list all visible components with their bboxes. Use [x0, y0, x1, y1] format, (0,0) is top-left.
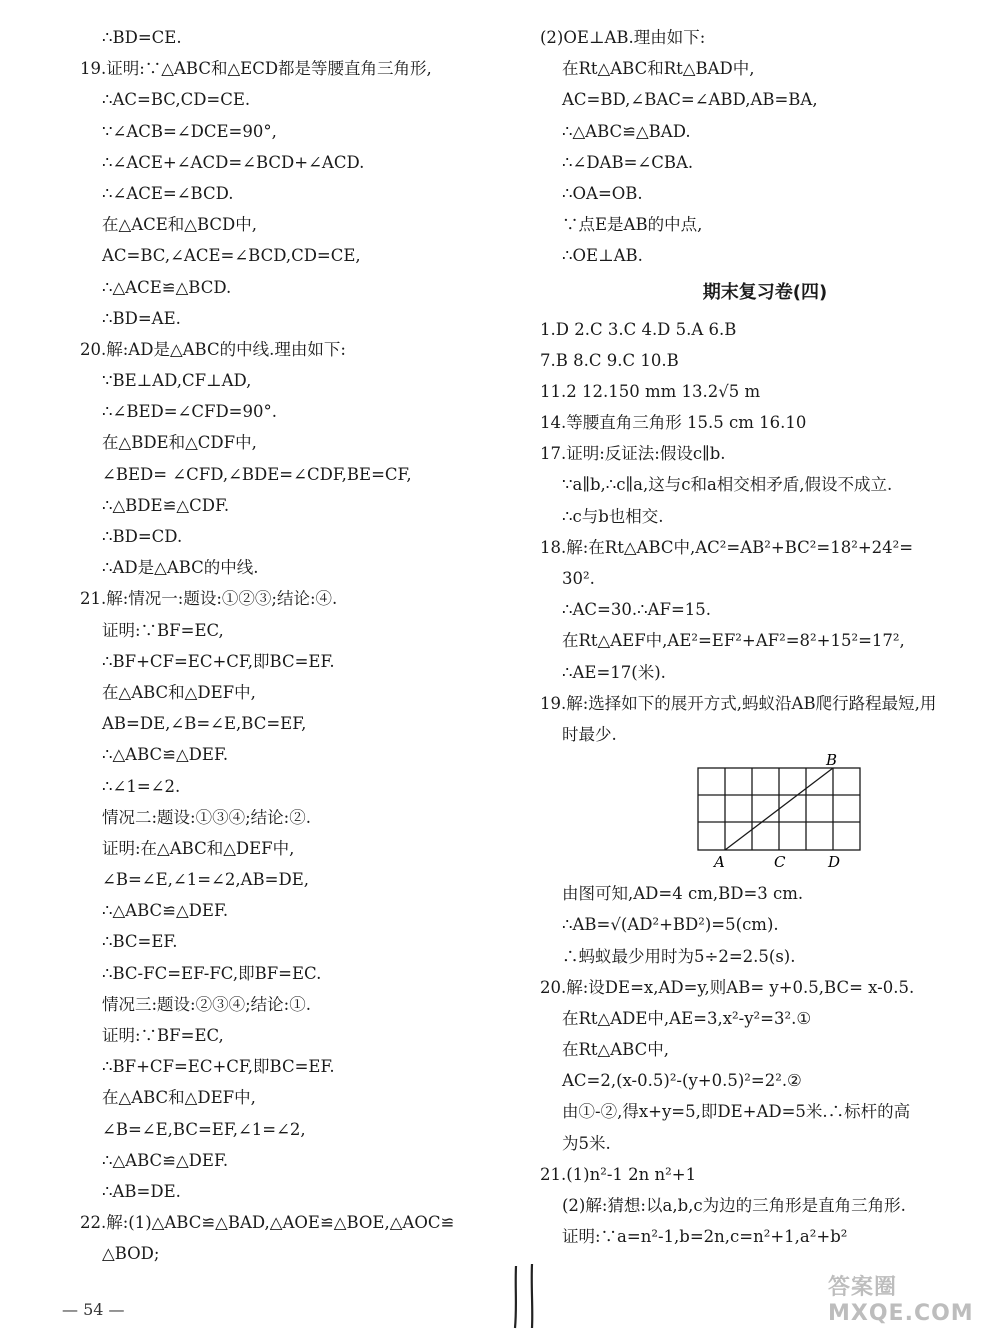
- label-b: B: [826, 754, 838, 770]
- text-line: 在Rt△ABC和Rt△BAD中,: [562, 59, 755, 79]
- text-line: ∴△BDE≌△CDF.: [102, 495, 230, 515]
- text-line: 30².: [562, 569, 595, 588]
- left-column: [80, 22, 520, 1270]
- text-line: ∠BED= ∠CFD,∠BDE=∠CDF,BE=CF,: [102, 464, 412, 484]
- answer-line: 7.B 8.C 9.C 10.B: [540, 350, 679, 370]
- text-line: ∴△ABC≌△DEF.: [102, 745, 229, 765]
- text-line: ∴BC-FC=EF-FC,即BF=EC.: [102, 963, 322, 983]
- text-line: 在Rt△ABC中,: [562, 1040, 669, 1060]
- text-line: 20.解:设DE=x,AD=y,则AB= y+0.5,BC= x-0.5.: [540, 977, 915, 997]
- text-line: 19.解:选择如下的展开方式,蚂蚁沿AB爬行路程最短,用: [540, 693, 937, 713]
- page-number: — 54 —: [62, 1300, 125, 1319]
- text-line: ∴AB=DE.: [102, 1181, 181, 1201]
- text-line: ∠B=∠E,∠1=∠2,AB=DE,: [102, 870, 309, 890]
- text-line: 19.证明:∵△ABC和△ECD都是等腰直角三角形,: [80, 59, 432, 79]
- text-line: 情况三:题设:②③④;结论:①.: [102, 994, 311, 1014]
- text-line: AC=BC,∠ACE=∠BCD,CD=CE,: [102, 246, 361, 266]
- text-line: ∴∠ACE=∠BCD.: [102, 183, 234, 203]
- text-line: ∵点E是AB的中点,: [562, 215, 703, 235]
- text-line: ∠B=∠E,BC=EF,∠1=∠2,: [102, 1119, 306, 1139]
- text-line: 证明:∵a=n²-1,b=2n,c=n²+1,a²+b²: [562, 1227, 848, 1247]
- text-line: 在△ABC和△DEF中,: [102, 682, 256, 702]
- text-line: ∴∠DAB=∠CBA.: [562, 152, 694, 172]
- text-line: ∴∠ACE+∠ACD=∠BCD+∠ACD.: [102, 152, 365, 172]
- grid-figure: [540, 750, 990, 878]
- text-line: ∴AD是△ABC的中线.: [102, 558, 259, 578]
- label-a: A: [714, 853, 725, 872]
- text-line: 证明:在△ABC和△DEF中,: [102, 838, 295, 858]
- right-column: [540, 22, 990, 1252]
- text-line: 时最少.: [562, 724, 617, 744]
- text-line: ∴BD=CE.: [102, 28, 182, 47]
- text-line: 由①-②,得x+y=5,即DE+AD=5米.∴标杆的高: [562, 1102, 911, 1122]
- text-line: 在△ACE和△BCD中,: [102, 215, 257, 235]
- text-line: 22.解:(1)△ABC≌△BAD,△AOE≌△BOE,△AOC≌: [80, 1213, 455, 1233]
- text-line: ∴AC=30.∴AF=15.: [562, 600, 712, 620]
- watermark: 答案圈 MXQE.COM: [828, 1275, 974, 1326]
- text-line: ∴BF+CF=EC+CF,即BC=EF.: [102, 1057, 335, 1077]
- text-line: ∴AE=17(米).: [562, 662, 666, 682]
- text-line: 21.解:情况一:题设:①②③;结论:④.: [80, 589, 338, 609]
- text-line: AC=2,(x-0.5)²-(y+0.5)²=2².②: [562, 1071, 802, 1091]
- text-line: ∴BD=CD.: [102, 527, 183, 546]
- text-line: (2)OE⊥AB.理由如下:: [540, 28, 706, 47]
- text-line: AB=DE,∠B=∠E,BC=EF,: [102, 714, 307, 734]
- text-line: 在Rt△ADE中,AE=3,x²-y²=3².①: [562, 1008, 812, 1028]
- label-d: D: [828, 853, 841, 872]
- text-line: ∴AB=√(AD²+BD²)=5(cm).: [562, 915, 779, 935]
- text-line: 为5米.: [562, 1133, 611, 1153]
- text-line: ∵∠ACB=∠DCE=90°,: [102, 121, 277, 141]
- text-line: 在△ABC和△DEF中,: [102, 1088, 256, 1108]
- label-c: C: [774, 853, 786, 872]
- text-line: AC=BD,∠BAC=∠ABD,AB=BA,: [562, 90, 818, 110]
- text-line: ∵BE⊥AD,CF⊥AD,: [102, 371, 252, 391]
- answer-line: 14.等腰直角三角形 15.5 cm 16.10: [540, 413, 807, 433]
- text-line: ∴BD=AE.: [102, 308, 181, 328]
- text-line: ∵a∥b,∴c∥a,这与c和a相交相矛盾,假设不成立.: [562, 475, 893, 495]
- text-line: ∴∠1=∠2.: [102, 776, 181, 796]
- text-line: 17.证明:反证法:假设c∥b.: [540, 444, 726, 464]
- answer-line: 1.D 2.C 3.C 4.D 5.A 6.B: [540, 319, 737, 339]
- text-line: ∴蚂蚁最少用时为5÷2=2.5(s).: [562, 946, 796, 966]
- text-line: 20.解:AD是△ABC的中线.理由如下:: [80, 339, 346, 359]
- text-line: ∴BC=EF.: [102, 932, 178, 952]
- unfolded-box-grid: [690, 754, 870, 872]
- text-line: ∴OA=OB.: [562, 183, 643, 203]
- text-line: ∴△ABC≌△BAD.: [562, 121, 691, 141]
- text-line: 由图可知,AD=4 cm,BD=3 cm.: [562, 884, 804, 904]
- section-title: 期末复习卷(四): [702, 281, 828, 303]
- answer-line: 11.2 12.150 mm 13.2√5 m: [540, 381, 761, 401]
- text-line: 在Rt△AEF中,AE²=EF²+AF²=8²+15²=17²,: [562, 631, 905, 651]
- text-line: 21.(1)n²-1 2n n²+1: [540, 1164, 697, 1184]
- text-line: △BOD;: [102, 1244, 160, 1264]
- text-line: ∴OE⊥AB.: [562, 246, 643, 266]
- text-line: 情况二:题设:①③④;结论:②.: [102, 807, 311, 827]
- text-line: ∴AC=BC,CD=CE.: [102, 90, 251, 110]
- text-line: ∴∠BED=∠CFD=90°.: [102, 402, 277, 422]
- text-line: 18.解:在Rt△ABC中,AC²=AB²+BC²=18²+24²=: [540, 537, 914, 557]
- text-line: ∴△ABC≌△DEF.: [102, 901, 229, 921]
- text-line: ∴△ACE≌△BCD.: [102, 277, 232, 297]
- text-line: ∴BF+CF=EC+CF,即BC=EF.: [102, 651, 335, 671]
- handwritten-mark: [506, 1262, 546, 1336]
- text-line: ∴c与b也相交.: [562, 506, 664, 526]
- text-line: 证明:∵BF=EC,: [102, 1026, 224, 1045]
- text-line: 证明:∵BF=EC,: [102, 620, 224, 640]
- text-line: ∴△ABC≌△DEF.: [102, 1150, 229, 1170]
- text-line: (2)解:猜想:以a,b,c为边的三角形是直角三角形.: [562, 1196, 906, 1215]
- text-line: 在△BDE和△CDF中,: [102, 433, 257, 453]
